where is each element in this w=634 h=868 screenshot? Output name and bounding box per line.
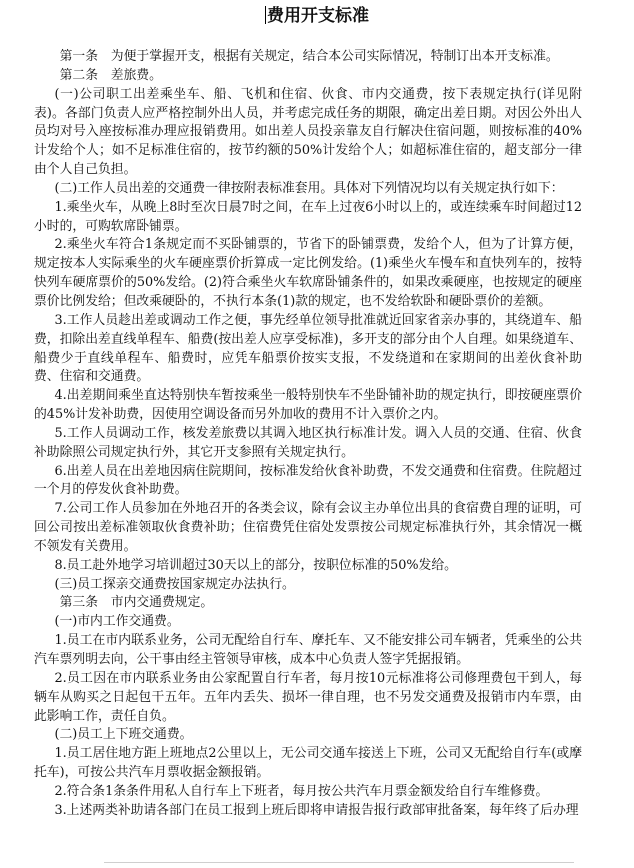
clause-2: 第二条 差旅费。 — [59, 67, 162, 83]
page-bottom-edge — [104, 862, 574, 868]
clause-3-section-2: (二)员工上下班交通费。 — [54, 727, 193, 743]
document-title — [0, 4, 634, 28]
clause-3: 第三条 市内交通费规定。 — [59, 595, 214, 611]
clause-3-section-1: (一)市内工作交通费。 — [54, 614, 180, 630]
clause-3-section-2-item-1: 1.员工居住地方距上班地点2公里以上，无公司交通车接送上下班，公司又无配给自行车(或摩托车)，可按公共汽车月票收据金额报销。 — [34, 746, 582, 781]
clause-1: 第一条 为便于掌握开支，根据有关规定，结合本公司实际情况，特制订出本开支标准。 — [59, 49, 559, 64]
clause-2-item-6: 6.出差人员在出差地因病住院期间，按标准发给伙食补助费，不发交通费和住宿费。住院超过一个月的停发伙食补助费。 — [34, 463, 582, 498]
clause-3-section-2-item-2: 2.符合条1条条件用私人自行车上下班者，每月按公共汽车月票金额发给自行车维修费。 — [54, 783, 549, 799]
clause-2-item-4: 4.出差期间乘坐直达特别快车暂按乘坐一般特别快车不坐卧铺补助的规定执行，即按硬座票价的45%计发补助费，因使用空调设备而另外加收的费用不计入票价之内。 — [34, 388, 582, 423]
clause-2-section-2: (二)工作人员出差的交通费一律按附表标准套用。具体对下列情况均以有关规定执行如下： — [54, 180, 564, 196]
clause-2-item-8: 8.员工赴外地学习培训超过30天以上的部分，按职位标准的50%发给。 — [54, 557, 457, 573]
document-title-text: 费用开支标准 — [267, 6, 369, 26]
clause-2-item-3: 3.工作人员趁出差或调动工作之便，事先经单位领导批准就近回家省亲办事的，其绕道车、船费，扣除出差直线单程车、船费(按出差人应享受标准)，多开支的部分由个人自理。如果绕道车、船费少于直线单程车、船费时，应凭车船票价按实支报，不发绕道和在家期间的出差伙食补助费、住宿和交通费。 — [34, 312, 582, 385]
clause-2-item-1: 1.乘坐火车，从晚上8时至次日晨7时之间，在车上过夜6小时以上的，或连续乘车时间超过12小时的，可购软席卧铺票。 — [34, 199, 582, 234]
text-cursor — [265, 6, 266, 24]
clause-3-section-2-item-3: 3.上述两类补助请各部门在员工报到上班后即将申请报告报行政部审批备案，每年终了后办理 — [54, 802, 579, 818]
clause-2-item-5: 5.工作人员调动工作，核发差旅费以其调入地区执行标准计发。调入人员的交通、住宿、伙食补助除照公司规定执行外，其它开支参照有关规定执行。 — [34, 425, 582, 460]
clause-3-section-1-item-1: 1.员工在市内联系业务，公司无配给自行车、摩托车、又不能安排公司车辆者，凭乘坐的公共汽车票列明去向，公干事由经主管领导审核，成本中心负责人签字凭据报销。 — [34, 633, 582, 667]
clause-2-item-2: 2.乘坐火车符合1条规定而不买卧铺票的，节省下的卧铺票费，发给个人，但为了计算方便，规定按本人实际乘坐的火车硬座票价折算成一定比例发给。(1)乘坐火车慢车和直快列车的，按特快列车硬席票价的50%发给。(2)符合乘坐火车软席卧铺条件的，如果改乘硬座，也按规定的硬座票价比例发给；但改乘硬卧的，不执行本条(1)款的规定，也不发给软卧和硬卧票价的差额。 — [34, 237, 582, 309]
document-body — [34, 48, 582, 821]
clause-2-item-7: 7.公司工作人员参加在外地召开的各类会议，除有会议主办单位出具的食宿费自理的证明，可回公司按出差标准领取伙食费补助；住宿费凭住宿处发票按公司规定标准执行外，其余情况一概不领发有关费用。 — [34, 501, 582, 554]
clause-3-section-1-item-2: 2.员工因在市内联系业务由公家配置自行车者，每月按10元标准将公司修理费包干到人，每辆车从购买之日起包干五年。五年内丢失、损坏一律自理，也不另发交通费及报销市内车票，由此影响工作，责任自负。 — [34, 670, 582, 724]
clause-2-section-3: (三)员工探亲交通费按国家规定办法执行。 — [54, 576, 295, 592]
clause-2-section-1: (一)公司职工出差乘坐车、船、飞机和住宿、伙食、市内交通费，按下表规定执行(详见附表)。各部门负责人应严格控制外出人员，并考虑完成任务的期限，确定出差日期。对因公外出人员均对号入座按标准办理应报销费用。如出差人员投亲靠友自行解决住宿问题，则按标准的40%计发给个人；如不足标准住宿的，按节约额的50%计发给个人；如超标准住宿的，超支部分一律由个人自己负担。 — [34, 86, 582, 178]
